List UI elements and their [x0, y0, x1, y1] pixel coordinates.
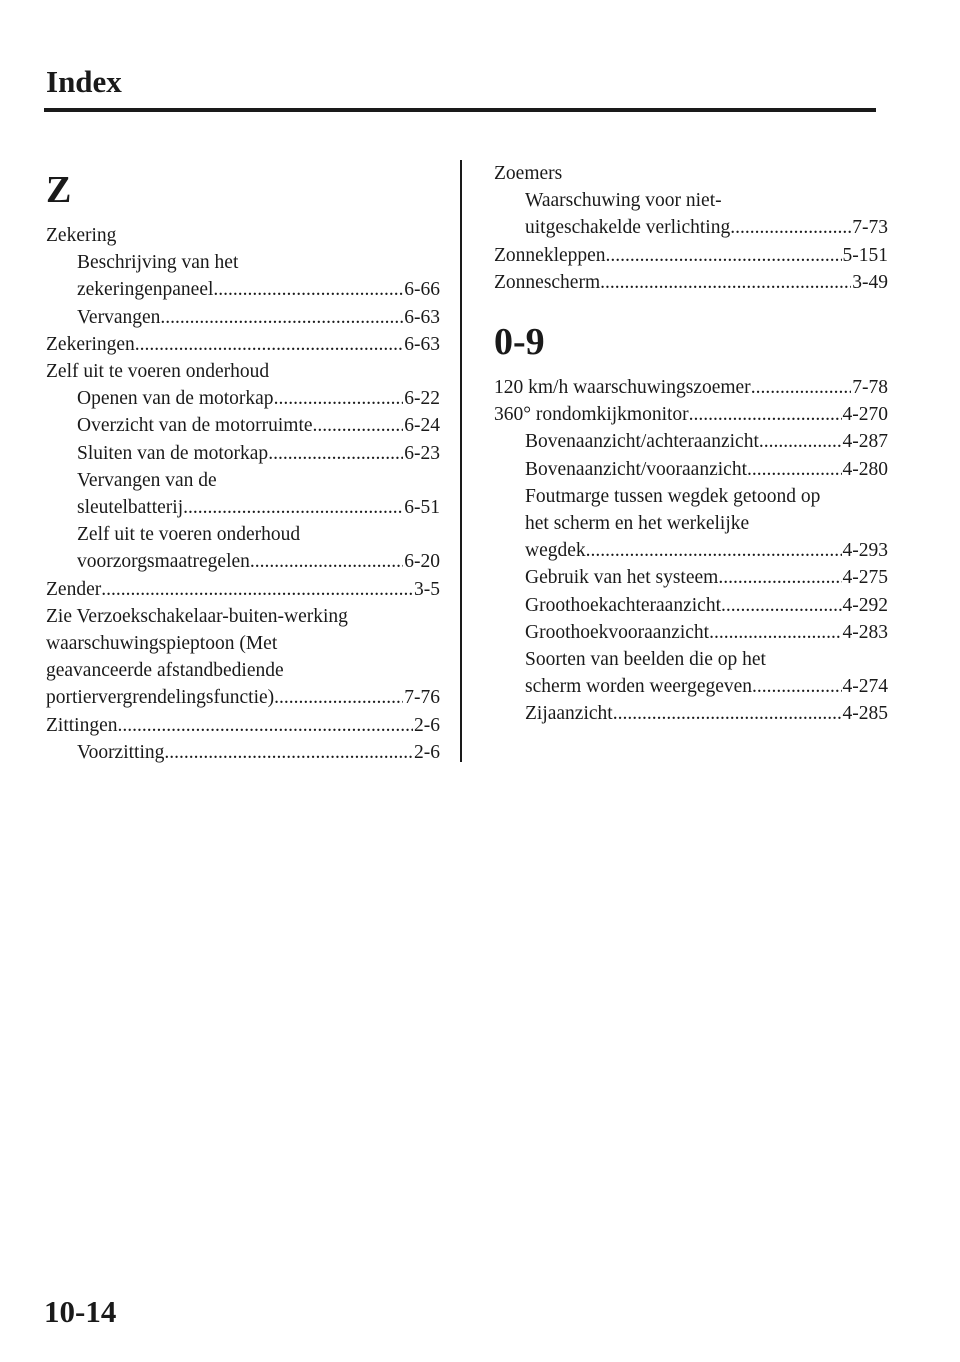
page-number: 10-14	[44, 1294, 117, 1329]
page-ref: 4-270	[842, 404, 888, 426]
page-ref: 7-73	[852, 217, 888, 239]
page-ref: 7-78	[852, 377, 888, 399]
index-entry: Zittingen ..... 2-6	[46, 712, 440, 739]
index-subentry: het scherm en het werkelijke	[525, 513, 750, 535]
page-ref: 4-283	[842, 621, 888, 643]
index-subentry: Bovenaanzicht/achteraanzicht ..... 4-287	[494, 428, 888, 455]
page-ref: 6-51	[404, 497, 440, 519]
index-entry: geavanceerde afstandbediende	[46, 660, 284, 682]
section-heading-0-9: 0-9	[494, 321, 545, 364]
page-ref: 4-274	[842, 676, 888, 698]
page-ref: 6-66	[404, 279, 440, 301]
index-entry: Zekering	[46, 225, 117, 246]
index-entry: 120 km/h waarschuwingszoemer ..... 7-78	[494, 374, 888, 401]
index-entry: Zender ..... 3-5	[46, 576, 440, 603]
index-subentry: Waarschuwing voor niet-	[525, 190, 722, 212]
index-subentry: Groothoekvooraanzicht ..... 4-283	[494, 619, 888, 646]
page-ref: 6-20	[404, 551, 440, 573]
page-ref: 4-287	[842, 431, 888, 453]
page-ref: 7-76	[404, 687, 440, 709]
index-subentry: Groothoekachteraanzicht ..... 4-292	[494, 592, 888, 619]
page-ref: 2-6	[414, 741, 440, 763]
page-ref: 4-293	[842, 540, 888, 562]
page-ref: 4-275	[842, 567, 888, 589]
index-subentry: Gebruik van het systeem ..... 4-275	[494, 564, 888, 591]
page-ref: 4-280	[842, 458, 888, 480]
index-subentry: Soorten van beelden die op het	[525, 649, 766, 671]
page-header-title: Index	[46, 64, 122, 99]
index-subentry: Overzicht van de motorruimte ..... 6-24	[46, 412, 440, 439]
index-subentry: Vervangen ..... 6-63	[46, 304, 440, 331]
index-column-right	[494, 160, 888, 728]
page-ref: 6-23	[404, 442, 440, 464]
index-subentry: scherm worden weergegeven ..... 4-274	[494, 673, 888, 700]
index-subentry: Bovenaanzicht/vooraanzicht ..... 4-280	[494, 456, 888, 483]
index-subentry: zekeringenpaneel ..... 6-66	[46, 276, 440, 303]
index-subentry: Openen van de motorkap ..... 6-22	[46, 385, 440, 412]
index-subentry: Beschrijving van het	[77, 252, 239, 274]
page-ref: 6-22	[404, 388, 440, 410]
index-entry: Zoemers	[494, 163, 563, 184]
page-ref: 4-285	[842, 703, 888, 725]
index-subentry: Vervangen van de	[77, 469, 217, 491]
page-ref: 4-292	[842, 594, 888, 616]
page-ref: 6-63	[404, 333, 440, 355]
index-subentry: wegdek ..... 4-293	[494, 537, 888, 564]
index-subentry: Voorzitting ..... 2-6	[46, 739, 440, 766]
column-divider	[460, 160, 462, 762]
index-entry: portiervergrendelingsfunctie) ..... 7-76	[46, 684, 440, 711]
index-subentry: Foutmarge tussen wegdek getoond op	[525, 485, 821, 507]
index-subentry: voorzorgsmaatregelen ..... 6-20	[46, 548, 440, 575]
page-ref: 6-63	[404, 306, 440, 328]
index-entry: Zie Verzoekschakelaar-buiten-werking	[46, 605, 348, 627]
index-subentry: Zelf uit te voeren onderhoud	[77, 524, 301, 546]
index-subentry: sleutelbatterij ..... 6-51	[46, 494, 440, 521]
page-ref: 6-24	[404, 415, 440, 437]
page-ref: 3-5	[414, 578, 440, 600]
index-entry: Zonnekleppen ..... 5-151	[494, 242, 888, 269]
section-heading-z: Z	[46, 169, 72, 211]
header-rule	[44, 108, 876, 112]
page-ref: 3-49	[852, 271, 888, 293]
index-entry: Zelf uit te voeren onderhoud	[46, 361, 270, 383]
index-subentry: Zijaanzicht ..... 4-285	[494, 700, 888, 727]
index-entry: waarschuwingspieptoon (Met	[46, 633, 278, 655]
index-entry: Zonnescherm ..... 3-49	[494, 269, 888, 296]
index-entry: 360° rondomkijkmonitor ..... 4-270	[494, 401, 888, 428]
index-subentry: Sluiten van de motorkap ..... 6-23	[46, 440, 440, 467]
page-ref: 5-151	[842, 244, 888, 266]
page-ref: 2-6	[414, 714, 440, 736]
index-subentry: uitgeschakelde verlichting ..... 7-73	[494, 214, 888, 241]
index-entry: Zekeringen ..... 6-63	[46, 331, 440, 358]
index-column-left	[46, 160, 440, 766]
